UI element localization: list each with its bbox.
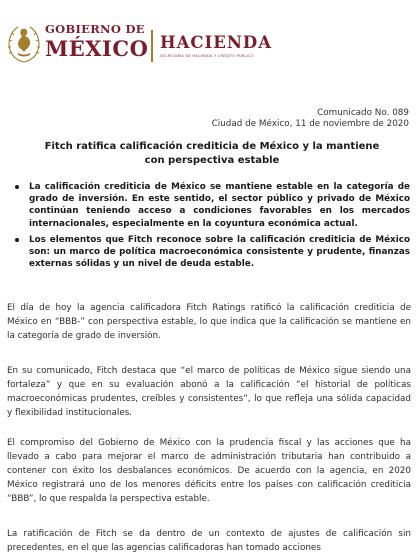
summary-bullets (12, 181, 410, 274)
bullet-text: Los elementos que Fitch reconoce sobre la calificación crediticia de México son: un marco de política macroeconómica consistente y prudente, finanzas externas sólidas y un nivel de deuda estable. (29, 234, 410, 270)
bullet-text: La calificación crediticia de México se mantiene estable en la categoría de grado de inversión. En este sentido, el sector público y privado de México continúan teniendo acceso a condiciones favorables en los mercados internacionales, especialmente en la coyuntura económica actual. (29, 182, 410, 229)
hacienda-logo (160, 35, 272, 58)
bullet-dot (15, 238, 19, 242)
header-logos (6, 20, 306, 70)
bullet-item (12, 181, 410, 230)
document-title: Fitch ratifica calificación crediticia de México y la mantiene con perspectiva estable (44, 141, 380, 166)
bullet-dot (15, 185, 19, 189)
paragraph: En su comunicado, Fitch destaca que “el marco de políticas de México sigue siendo una fortaleza” y que en su evaluación abonó a la calificación “el historial de políticas macroeconómicas prudentes, creíbles y consistentes”, lo que refleja una sólida capacidad y flexibilidad institucionales. (7, 366, 411, 418)
paragraph: El día de hoy la agencia calificadora Fitch Ratings ratificó la calificación crediticia de México en “BBB-” con perspectiva estable, lo que indica que la calificación se mantiene en la categoría de grado de inversión. (7, 303, 411, 341)
gobierno-line1: GOBIERNO DE (45, 22, 145, 36)
gobierno-line2: MÉXICO (45, 35, 149, 61)
hacienda-subtitle: SECRETARÍA DE HACIENDA Y CRÉDITO PÚBLICO (160, 53, 254, 58)
bullet-item (12, 234, 410, 271)
header-divider (151, 30, 153, 62)
gobierno-mexico-logo (45, 24, 148, 59)
place-date: Ciudad de México, 11 de noviembre de 2020 (211, 119, 409, 129)
paragraph: La ratificación de Fitch se da dentro de un contexto de ajustes de calificación sin precedentes, en el que las agencias calificadoras han tomado acciones (7, 529, 411, 553)
escudo-nacional-icon (6, 22, 42, 66)
paragraph: El compromiso del Gobierno de México con la prudencia fiscal y las acciones que ha llevado a cabo para mejorar el marco de administración tributaria han contribuido a contener con éxito los desbalances económicos. De acuerdo con la agencia, en 2020 México registrará uno de los menores déficits entre los países con calificación crediticia “BBB”, lo que respalda la perspectiva estable. (7, 438, 411, 504)
hacienda-title: HACIENDA (160, 33, 273, 52)
comunicado-number: Comunicado No. 089 (317, 108, 409, 118)
